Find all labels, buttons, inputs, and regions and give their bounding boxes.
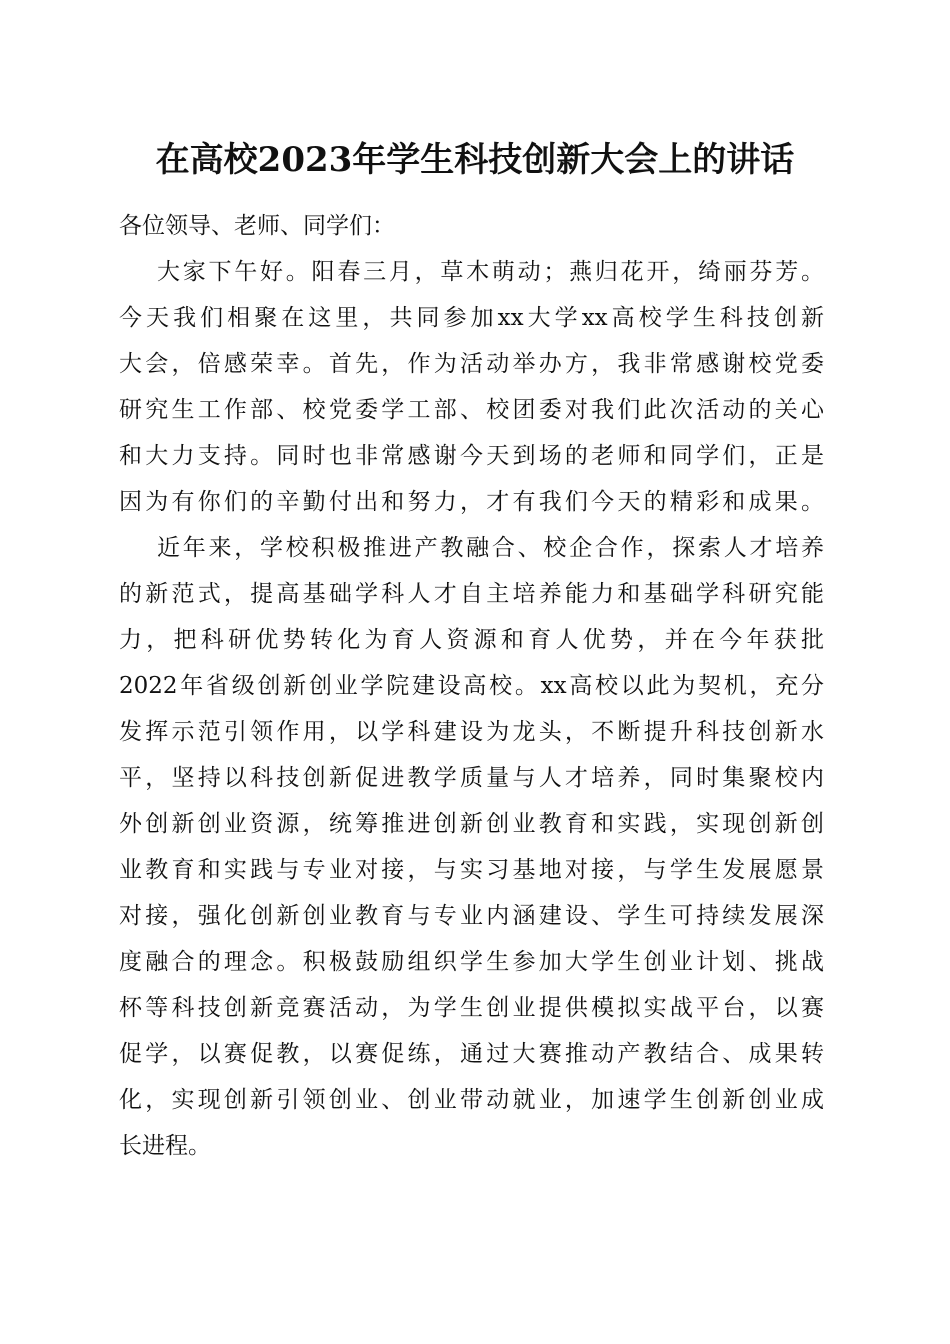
paragraph-1-line-2: 今天我们相聚在这里，共同参加xx大学xx高校学生科技创新 <box>119 305 824 331</box>
paragraph-2-line-7: 外创新创业资源，统筹推进创新创业教育和实践，实现创新创 <box>119 811 824 837</box>
paragraph-1-line-6: 因为有你们的辛勤付出和努力，才有我们今天的精彩和成果。 <box>119 489 824 515</box>
paragraph-1-line-5: 和大力支持。同时也非常感谢今天到场的老师和同学们，正是 <box>119 443 824 469</box>
paragraph-2-line-4: 2022年省级创新创业学院建设高校。xx高校以此为契机，充分 <box>119 673 824 699</box>
paragraph-2-line-6: 平，坚持以科技创新促进教学质量与人才培养，同时集聚校内 <box>119 765 824 791</box>
paragraph-1-line-1: 大家下午好。阳春三月，草木萌动；燕归花开，绮丽芬芳。 <box>157 259 824 285</box>
paragraph-2-line-13: 化，实现创新引领创业、创业带动就业，加速学生创新创业成 <box>119 1087 824 1113</box>
paragraph-2-line-2: 的新范式，提高基础学科人才自主培养能力和基础学科研究能 <box>119 581 824 607</box>
paragraph-2-line-10: 度融合的理念。积极鼓励组织学生参加大学生创业计划、挑战 <box>119 949 824 975</box>
paragraph-1-line-4: 研究生工作部、校党委学工部、校团委对我们此次活动的关心 <box>119 397 824 423</box>
paragraph-2-line-12: 促学，以赛促教，以赛促练，通过大赛推动产教结合、成果转 <box>119 1041 824 1067</box>
paragraph-2-line-8: 业教育和实践与专业对接，与实习基地对接，与学生发展愿景 <box>119 857 824 883</box>
page-title: 在高校2023年学生科技创新大会上的讲话 <box>155 140 795 180</box>
paragraph-2-line-9: 对接，强化创新创业教育与专业内涵建设、学生可持续发展深 <box>119 903 824 929</box>
paragraph-2-line-5: 发挥示范引领作用，以学科建设为龙头，不断提升科技创新水 <box>119 719 824 745</box>
paragraph-2-line-11: 杯等科技创新竞赛活动，为学生创业提供模拟实战平台，以赛 <box>119 995 824 1021</box>
paragraph-2-line-3: 力，把科研优势转化为育人资源和育人优势，并在今年获批 <box>119 627 824 653</box>
document-body <box>119 203 824 1169</box>
paragraph-2-line-1: 近年来，学校积极推进产教融合、校企合作，探索人才培养 <box>157 535 824 561</box>
salutation: 各位领导、老师、同学们： <box>119 213 395 239</box>
paragraph-2-line-14: 长进程。 <box>119 1133 211 1159</box>
paragraph-1-line-3: 大会，倍感荣幸。首先，作为活动举办方，我非常感谢校党委 <box>119 351 824 377</box>
